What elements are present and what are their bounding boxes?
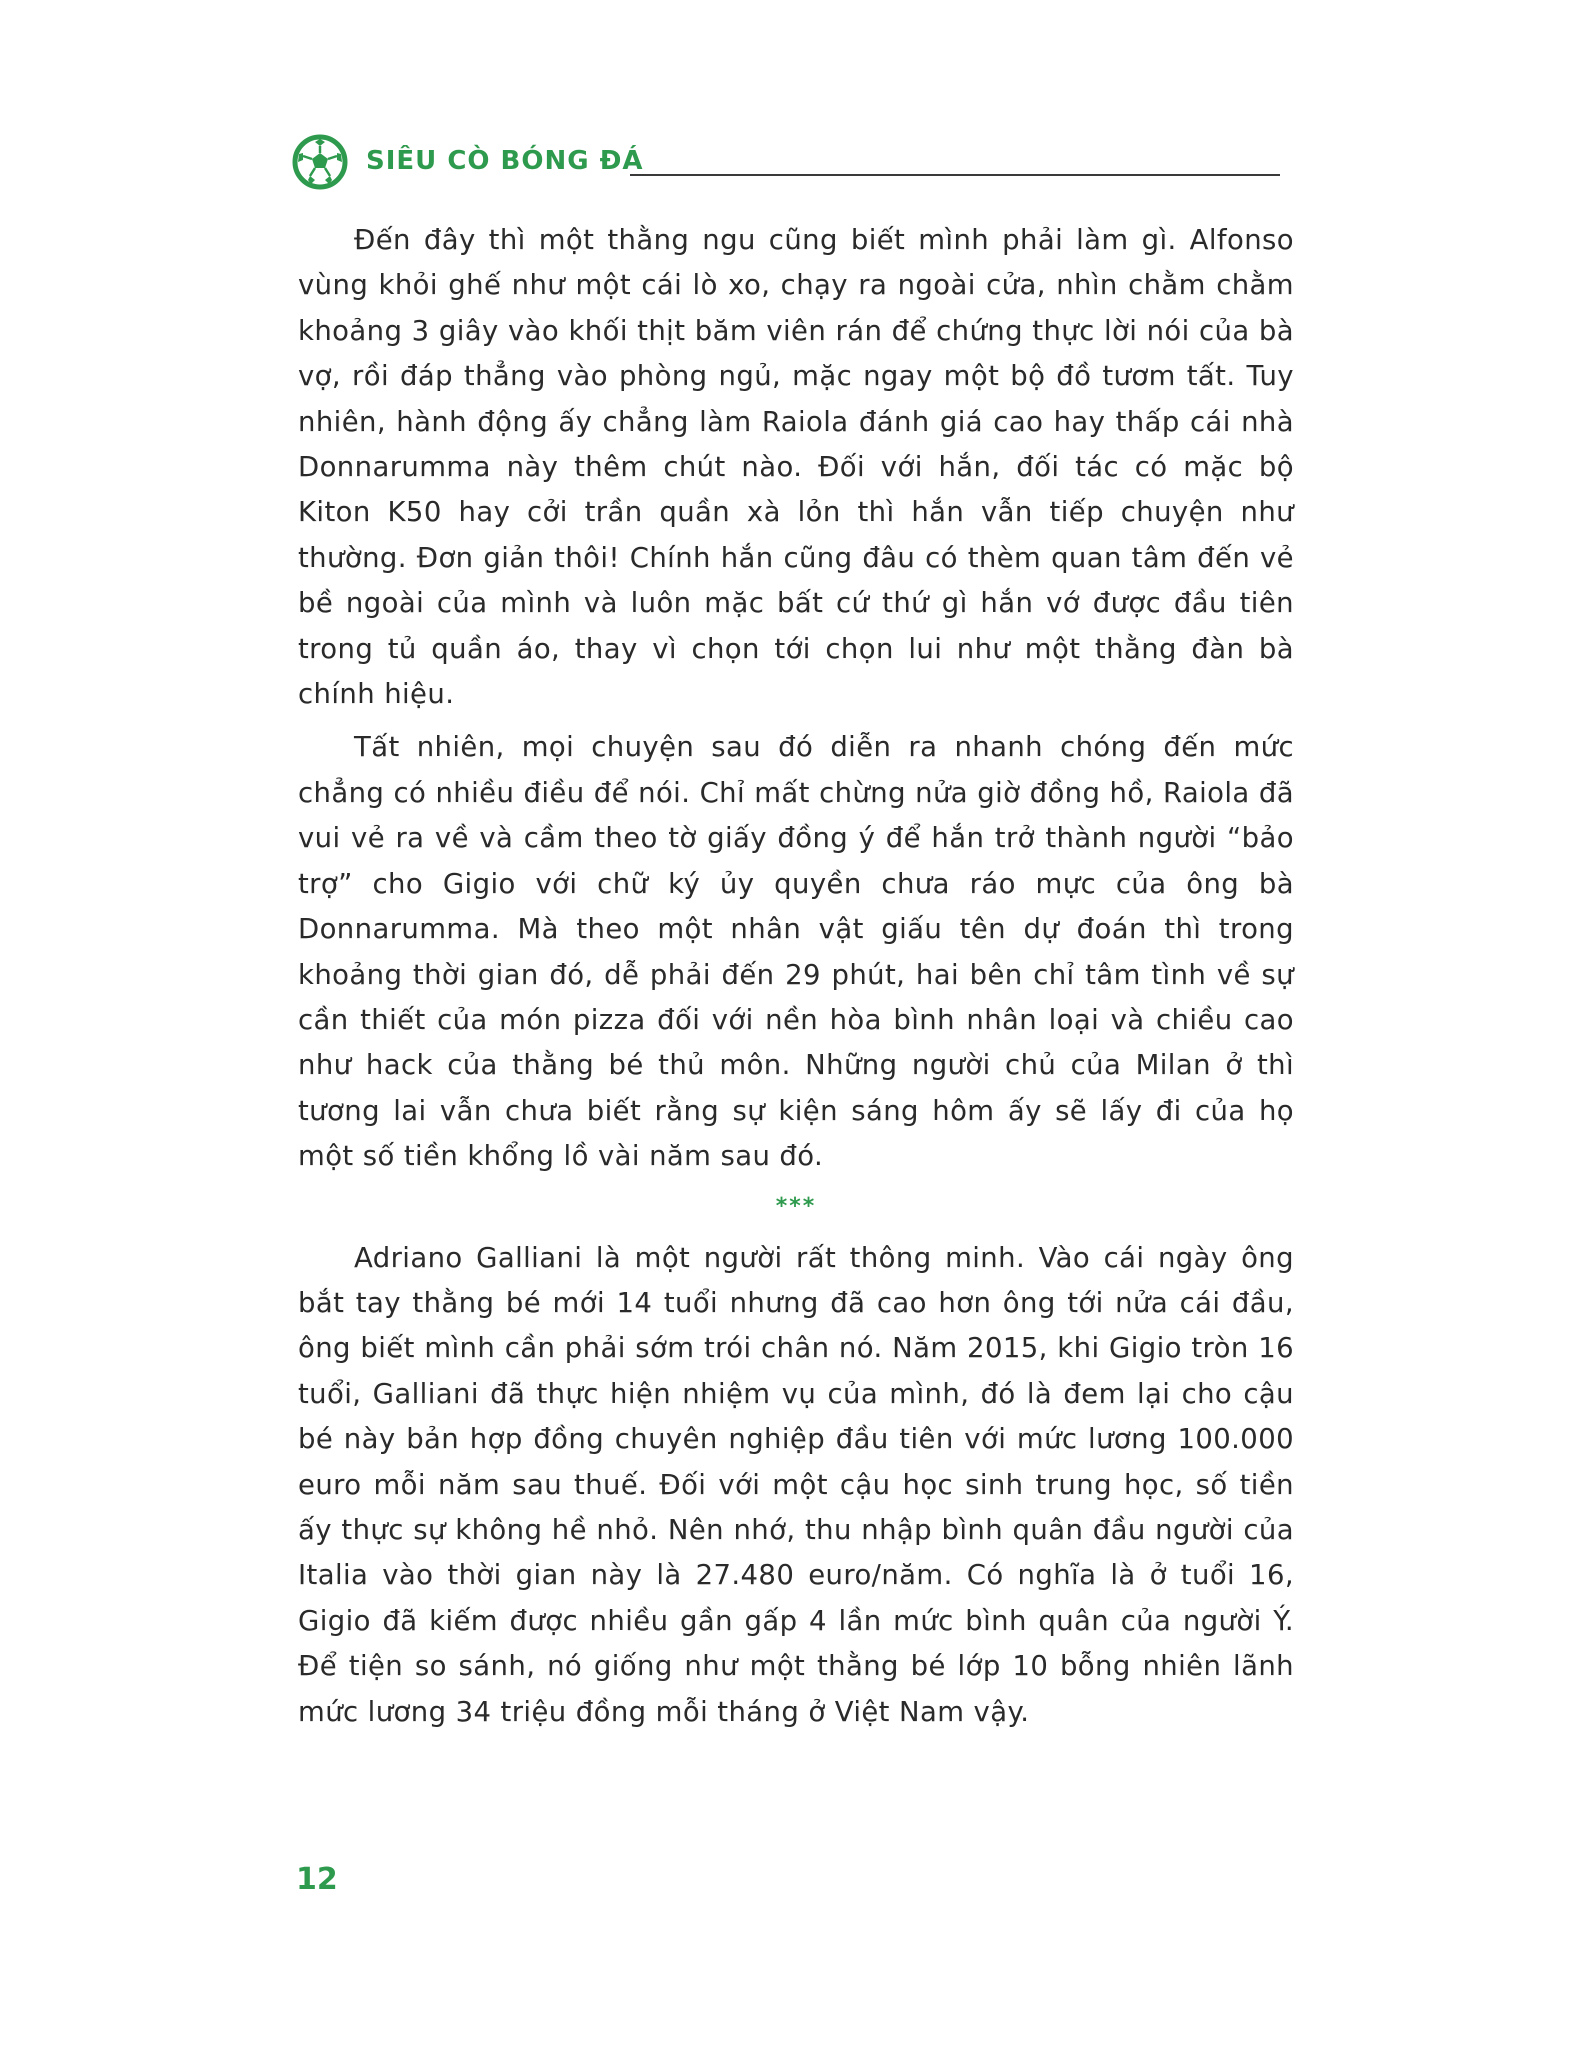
header-divider — [630, 174, 1280, 176]
paragraph: Tất nhiên, mọi chuyện sau đó diễn ra nhanh chóng đến mức chẳng có nhiều điều để nói. Chỉ mất chừng nửa giờ đồng hồ, Raiola đã vui vẻ ra về và cầm theo tờ giấy đồng ý để hắn trở thành người “bảo trợ” cho Gigio với chữ ký ủy quyền chưa ráo mực của ông bà Donnarumma. Mà theo một nhân vật giấu tên dự đoán thì trong khoảng thời gian đó, dễ phải đến 29 phút, hai bên chỉ tâm tình về sự cần thiết của món pizza đối với nền hòa bình nhân loại và chiều cao như hack của thằng bé thủ môn. Những người chủ của Milan ở thì tương lai vẫn chưa biết rằng sự kiện sáng hôm ấy sẽ lấy đi của họ một số tiền khổng lồ vài năm sau đó. — [298, 731, 1294, 1173]
running-header — [292, 134, 1280, 190]
book-title: SIÊU CÒ BÓNG ĐÁ — [366, 146, 644, 176]
paragraph: Adriano Galliani là một người rất thông minh. Vào cái ngày ông bắt tay thằng bé mới 14 tuổi nhưng đã cao hơn ông tới nửa cái đầu, ông biết mình cần phải sớm trói chân nó. Năm 2015, khi Gigio tròn 16 tuổi, Galliani đã thực hiện nhiệm vụ của mình, đó là đem lại cho cậu bé này bản hợp đồng chuyên nghiệp đầu tiên với mức lương 100.000 euro mỗi năm sau thuế. Đối với một cậu học sinh trung học, số tiền ấy thực sự không hề nhỏ. Nên nhớ, thu nhập bình quân đầu người của Italia vào thời gian này là 27.480 euro/năm. Có nghĩa là ở tuổi 16, Gigio đã kiếm được nhiều gần gấp 4 lần mức bình quân của người Ý. Để tiện so sánh, nó giống như một thằng bé lớp 10 bỗng nhiên lãnh mức lương 34 triệu đồng mỗi tháng ở Việt Nam vậy. — [298, 1241, 1294, 1728]
section-separator: *** — [775, 1193, 817, 1219]
page-number: 12 — [296, 1862, 338, 1897]
page-body — [298, 218, 1294, 1735]
paragraph: Đến đây thì một thằng ngu cũng biết mình phải làm gì. Alfonso vùng khỏi ghế như một cái lò xo, chạy ra ngoài cửa, nhìn chằm chằm khoảng 3 giây vào khối thịt băm viên rán để chứng thực lời nói của bà vợ, rồi đáp thẳng vào phòng ngủ, mặc ngay một bộ đồ tươm tất. Tuy nhiên, hành động ấy chẳng làm Raiola đánh giá cao hay thấp cái nhà Donnarumma này thêm chút nào. Đối với hắn, đối tác có mặc bộ Kiton K50 hay cởi trần quần xà lỏn thì hắn vẫn tiếp chuyện như thường. Đơn giản thôi! Chính hắn cũng đâu có thèm quan tâm đến vẻ bề ngoài của mình và luôn mặc bất cứ thứ gì hắn vớ được đầu tiên trong tủ quần áo, thay vì chọn tới chọn lui như một thằng đàn bà chính hiệu. — [298, 224, 1294, 711]
soccer-ball-icon — [292, 134, 348, 190]
